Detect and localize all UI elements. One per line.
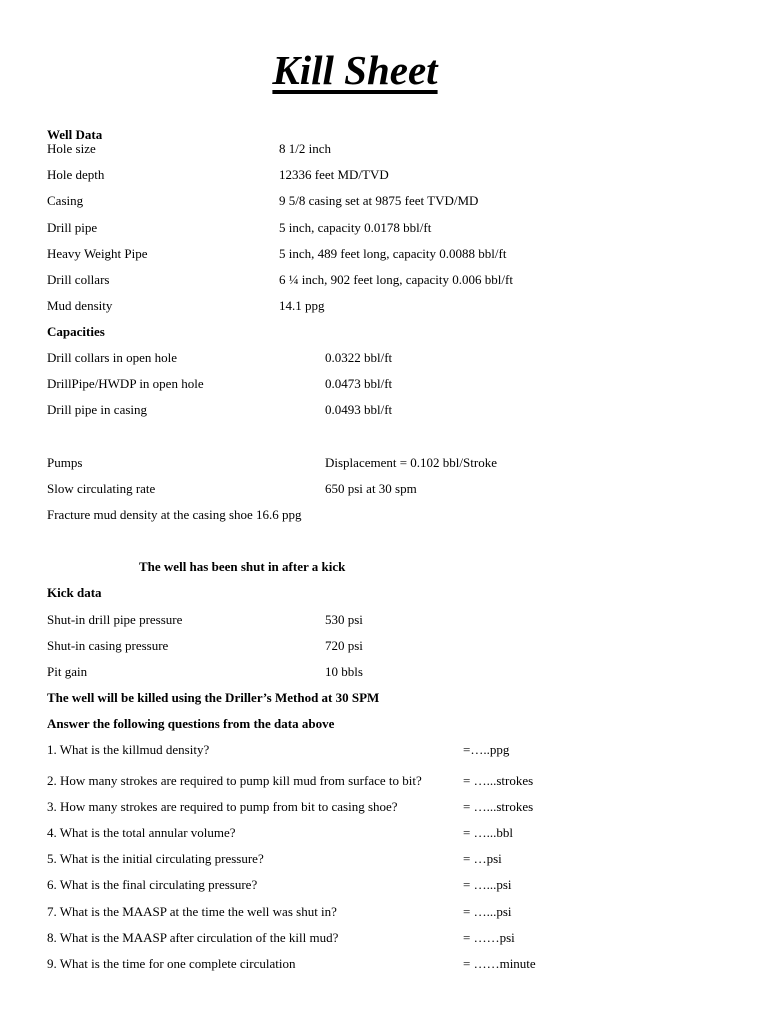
answer-blank: = …...psi bbox=[463, 904, 512, 919]
pump-value: 650 psi at 30 spm bbox=[325, 481, 417, 496]
answer-blank: = …...strokes bbox=[463, 773, 534, 788]
capacity-value: 0.0473 bbl/ft bbox=[325, 376, 393, 391]
answer-blank: = …...strokes bbox=[463, 799, 534, 814]
question-text: 5. What is the initial circulating pressure? bbox=[47, 851, 264, 866]
well-data-label: Casing bbox=[47, 193, 84, 208]
pump-label: Slow circulating rate bbox=[47, 481, 156, 496]
question-text: 1. What is the killmud density? bbox=[47, 742, 210, 757]
kick-data-heading: Kick data bbox=[47, 585, 102, 600]
well-data-label: Heavy Weight Pipe bbox=[47, 246, 148, 261]
title-text: Kill Sheet bbox=[272, 47, 438, 93]
question-text: 2. How many strokes are required to pump kill mud from surface to bit? bbox=[47, 773, 422, 788]
capacity-value: 0.0322 bbl/ft bbox=[325, 350, 393, 365]
question-text: 3. How many strokes are required to pump from bit to casing shoe? bbox=[47, 799, 398, 814]
capacity-label: Drill pipe in casing bbox=[47, 402, 148, 417]
well-data-heading: Well Data bbox=[47, 127, 103, 142]
method-note: The well will be killed using the Driller’s Method at 30 SPM bbox=[47, 690, 380, 705]
kick-data-value: 720 psi bbox=[325, 638, 363, 653]
question-text: 7. What is the MAASP at the time the well was shut in? bbox=[47, 904, 337, 919]
well-data-value: 14.1 ppg bbox=[279, 298, 325, 313]
answer-blank: =…..ppg bbox=[463, 742, 510, 757]
kick-data-label: Pit gain bbox=[47, 664, 88, 679]
question-text: 6. What is the final circulating pressure? bbox=[47, 877, 258, 892]
kick-data-value: 10 bbls bbox=[325, 664, 363, 679]
capacities-heading: Capacities bbox=[47, 324, 105, 339]
page-title bbox=[0, 46, 710, 94]
kick-data-label: Shut-in drill pipe pressure bbox=[47, 612, 183, 627]
kick-data-label: Shut-in casing pressure bbox=[47, 638, 169, 653]
well-data-label: Drill collars bbox=[47, 272, 110, 287]
answer-blank: = ……minute bbox=[463, 956, 536, 971]
well-data-value: 9 5/8 casing set at 9875 feet TVD/MD bbox=[279, 193, 479, 208]
well-data-label: Drill pipe bbox=[47, 220, 98, 235]
well-data-label: Hole depth bbox=[47, 167, 105, 182]
well-data-value: 6 ¼ inch, 902 feet long, capacity 0.006 bbl/ft bbox=[279, 272, 513, 287]
question-text: 9. What is the time for one complete circulation bbox=[47, 956, 296, 971]
answer-blank: = ……psi bbox=[463, 930, 515, 945]
pump-value: Displacement = 0.102 bbl/Stroke bbox=[325, 455, 497, 470]
capacity-label: Drill collars in open hole bbox=[47, 350, 177, 365]
kick-data-value: 530 psi bbox=[325, 612, 363, 627]
answer-blank: = …...psi bbox=[463, 877, 512, 892]
well-data-value: 8 1/2 inch bbox=[279, 141, 331, 156]
pump-label: Pumps bbox=[47, 455, 83, 470]
well-data-label: Mud density bbox=[47, 298, 113, 313]
question-text: 8. What is the MAASP after circulation of the kill mud? bbox=[47, 930, 339, 945]
capacity-label: DrillPipe/HWDP in open hole bbox=[47, 376, 204, 391]
well-data-value: 5 inch, 489 feet long, capacity 0.0088 bbl/ft bbox=[279, 246, 507, 261]
answer-blank: = …...bbl bbox=[463, 825, 513, 840]
capacity-value: 0.0493 bbl/ft bbox=[325, 402, 393, 417]
answer-blank: = …psi bbox=[463, 851, 502, 866]
well-data-value: 12336 feet MD/TVD bbox=[279, 167, 389, 182]
shut-in-note: The well has been shut in after a kick bbox=[139, 559, 346, 574]
well-data-value: 5 inch, capacity 0.0178 bbl/ft bbox=[279, 220, 432, 235]
fracture-density: Fracture mud density at the casing shoe 16.6 ppg bbox=[47, 507, 302, 522]
well-data-label: Hole size bbox=[47, 141, 96, 156]
questions-heading: Answer the following questions from the data above bbox=[47, 716, 335, 731]
question-text: 4. What is the total annular volume? bbox=[47, 825, 236, 840]
